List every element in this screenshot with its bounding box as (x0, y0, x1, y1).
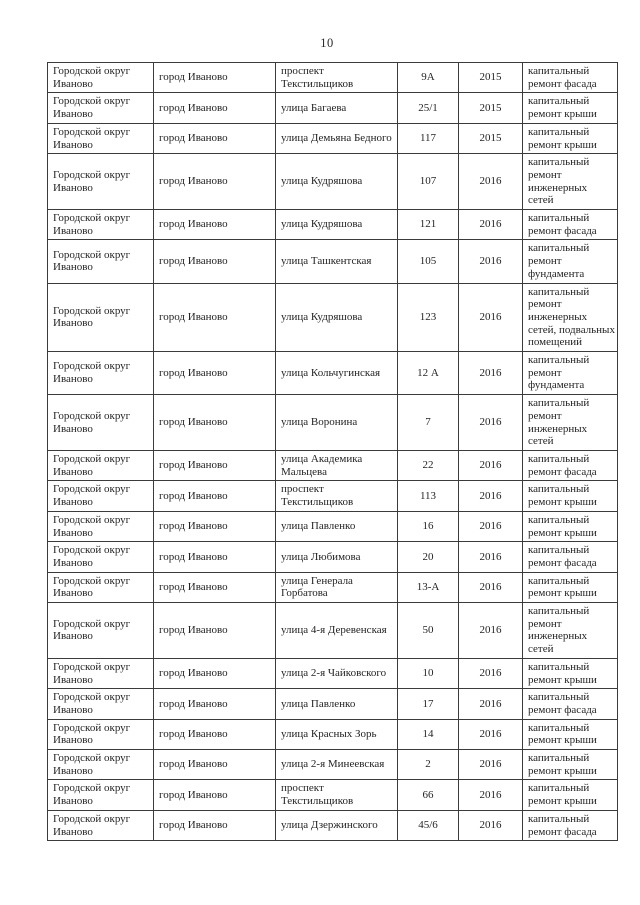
district-cell: Городской округ Иваново (48, 93, 154, 123)
work-cell: капитальный ремонт крыши (523, 93, 618, 123)
year-cell: 2016 (459, 450, 523, 480)
work-cell: капитальный ремонт крыши (523, 780, 618, 810)
table-row (48, 210, 618, 240)
city-cell: город Иваново (154, 780, 276, 810)
year-cell: 2016 (459, 283, 523, 352)
city-cell: город Иваново (154, 658, 276, 688)
year-cell: 2016 (459, 689, 523, 719)
house-cell: 113 (398, 481, 459, 511)
table-row (48, 780, 618, 810)
year-cell: 2015 (459, 63, 523, 93)
work-cell: капитальный ремонт фасада (523, 810, 618, 840)
table-row (48, 511, 618, 541)
city-cell: город Иваново (154, 123, 276, 153)
district-cell: Городской округ Иваново (48, 154, 154, 210)
table-row (48, 658, 618, 688)
table-row (48, 810, 618, 840)
street-cell: улица Павленко (276, 689, 398, 719)
work-cell: капитальный ремонт инженерных сетей (523, 395, 618, 451)
street-cell: улица 4-я Деревенская (276, 603, 398, 659)
city-cell: город Иваново (154, 750, 276, 780)
work-cell: капитальный ремонт крыши (523, 123, 618, 153)
table-row (48, 689, 618, 719)
house-cell: 121 (398, 210, 459, 240)
house-cell: 16 (398, 511, 459, 541)
street-cell: улица Кольчугинская (276, 352, 398, 395)
year-cell: 2016 (459, 240, 523, 283)
year-cell: 2016 (459, 395, 523, 451)
district-cell: Городской округ Иваново (48, 240, 154, 283)
street-cell: улица Академика Мальцева (276, 450, 398, 480)
house-cell: 50 (398, 603, 459, 659)
house-cell: 17 (398, 689, 459, 719)
district-cell: Городской округ Иваново (48, 719, 154, 749)
table-row (48, 572, 618, 602)
house-cell: 105 (398, 240, 459, 283)
repairs-table (47, 62, 618, 841)
city-cell: город Иваново (154, 210, 276, 240)
district-cell: Городской округ Иваново (48, 210, 154, 240)
work-cell: капитальный ремонт фасада (523, 63, 618, 93)
city-cell: город Иваново (154, 511, 276, 541)
district-cell: Городской округ Иваново (48, 283, 154, 352)
city-cell: город Иваново (154, 63, 276, 93)
table-row (48, 352, 618, 395)
work-cell: капитальный ремонт фасада (523, 210, 618, 240)
year-cell: 2016 (459, 780, 523, 810)
street-cell: улица Кудряшова (276, 154, 398, 210)
house-cell: 9А (398, 63, 459, 93)
street-cell: улица Демьяна Бедного (276, 123, 398, 153)
house-cell: 25/1 (398, 93, 459, 123)
city-cell: город Иваново (154, 450, 276, 480)
district-cell: Городской округ Иваново (48, 63, 154, 93)
year-cell: 2016 (459, 750, 523, 780)
work-cell: капитальный ремонт инженерных сетей, подвальных помещений (523, 283, 618, 352)
work-cell: капитальный ремонт крыши (523, 511, 618, 541)
house-cell: 107 (398, 154, 459, 210)
house-cell: 12 А (398, 352, 459, 395)
city-cell: город Иваново (154, 689, 276, 719)
district-cell: Городской округ Иваново (48, 689, 154, 719)
work-cell: капитальный ремонт крыши (523, 750, 618, 780)
street-cell: проспект Текстильщиков (276, 780, 398, 810)
district-cell: Городской округ Иваново (48, 352, 154, 395)
district-cell: Городской округ Иваново (48, 603, 154, 659)
house-cell: 22 (398, 450, 459, 480)
street-cell: улица Ташкентская (276, 240, 398, 283)
year-cell: 2016 (459, 658, 523, 688)
table-row (48, 283, 618, 352)
city-cell: город Иваново (154, 542, 276, 572)
street-cell: проспект Текстильщиков (276, 481, 398, 511)
street-cell: улица Кудряшова (276, 283, 398, 352)
district-cell: Городской округ Иваново (48, 810, 154, 840)
city-cell: город Иваново (154, 603, 276, 659)
work-cell: капитальный ремонт фасада (523, 689, 618, 719)
table-row (48, 450, 618, 480)
year-cell: 2015 (459, 93, 523, 123)
table-row (48, 542, 618, 572)
work-cell: капитальный ремонт крыши (523, 572, 618, 602)
district-cell: Городской округ Иваново (48, 450, 154, 480)
house-cell: 14 (398, 719, 459, 749)
street-cell: улица Павленко (276, 511, 398, 541)
street-cell: улица Багаева (276, 93, 398, 123)
year-cell: 2016 (459, 154, 523, 210)
work-cell: капитальный ремонт фасада (523, 542, 618, 572)
district-cell: Городской округ Иваново (48, 658, 154, 688)
district-cell: Городской округ Иваново (48, 780, 154, 810)
work-cell: капитальный ремонт крыши (523, 719, 618, 749)
table-row (48, 719, 618, 749)
house-cell: 7 (398, 395, 459, 451)
district-cell: Городской округ Иваново (48, 511, 154, 541)
city-cell: город Иваново (154, 240, 276, 283)
house-cell: 123 (398, 283, 459, 352)
year-cell: 2015 (459, 123, 523, 153)
work-cell: капитальный ремонт фасада (523, 450, 618, 480)
year-cell: 2016 (459, 719, 523, 749)
work-cell: капитальный ремонт крыши (523, 481, 618, 511)
street-cell: улица Любимова (276, 542, 398, 572)
district-cell: Городской округ Иваново (48, 572, 154, 602)
table-row (48, 481, 618, 511)
street-cell: улица 2-я Минеевская (276, 750, 398, 780)
city-cell: город Иваново (154, 93, 276, 123)
city-cell: город Иваново (154, 810, 276, 840)
street-cell: улица Красных Зорь (276, 719, 398, 749)
house-cell: 13-А (398, 572, 459, 602)
table-row (48, 395, 618, 451)
street-cell: улица Кудряшова (276, 210, 398, 240)
work-cell: капитальный ремонт крыши (523, 658, 618, 688)
house-cell: 66 (398, 780, 459, 810)
city-cell: город Иваново (154, 572, 276, 602)
table-row (48, 154, 618, 210)
house-cell: 10 (398, 658, 459, 688)
district-cell: Городской округ Иваново (48, 481, 154, 511)
city-cell: город Иваново (154, 154, 276, 210)
year-cell: 2016 (459, 810, 523, 840)
district-cell: Городской округ Иваново (48, 395, 154, 451)
street-cell: улица Генерала Горбатова (276, 572, 398, 602)
page-number: 10 (320, 36, 334, 50)
table-row (48, 240, 618, 283)
year-cell: 2016 (459, 542, 523, 572)
district-cell: Городской округ Иваново (48, 542, 154, 572)
district-cell: Городской округ Иваново (48, 750, 154, 780)
year-cell: 2016 (459, 572, 523, 602)
work-cell: капитальный ремонт фундамента (523, 240, 618, 283)
year-cell: 2016 (459, 481, 523, 511)
table-row (48, 93, 618, 123)
year-cell: 2016 (459, 210, 523, 240)
repairs-table-body (48, 63, 618, 841)
work-cell: капитальный ремонт фундамента (523, 352, 618, 395)
house-cell: 2 (398, 750, 459, 780)
year-cell: 2016 (459, 603, 523, 659)
table-row (48, 63, 618, 93)
city-cell: город Иваново (154, 481, 276, 511)
street-cell: улица 2-я Чайковского (276, 658, 398, 688)
city-cell: город Иваново (154, 352, 276, 395)
house-cell: 45/6 (398, 810, 459, 840)
street-cell: улица Дзержинского (276, 810, 398, 840)
city-cell: город Иваново (154, 395, 276, 451)
table-row (48, 123, 618, 153)
work-cell: капитальный ремонт инженерных сетей (523, 154, 618, 210)
work-cell: капитальный ремонт инженерных сетей (523, 603, 618, 659)
house-cell: 117 (398, 123, 459, 153)
year-cell: 2016 (459, 352, 523, 395)
city-cell: город Иваново (154, 283, 276, 352)
table-row (48, 750, 618, 780)
house-cell: 20 (398, 542, 459, 572)
street-cell: улица Воронина (276, 395, 398, 451)
year-cell: 2016 (459, 511, 523, 541)
street-cell: проспект Текстильщиков (276, 63, 398, 93)
district-cell: Городской округ Иваново (48, 123, 154, 153)
city-cell: город Иваново (154, 719, 276, 749)
table-row (48, 603, 618, 659)
